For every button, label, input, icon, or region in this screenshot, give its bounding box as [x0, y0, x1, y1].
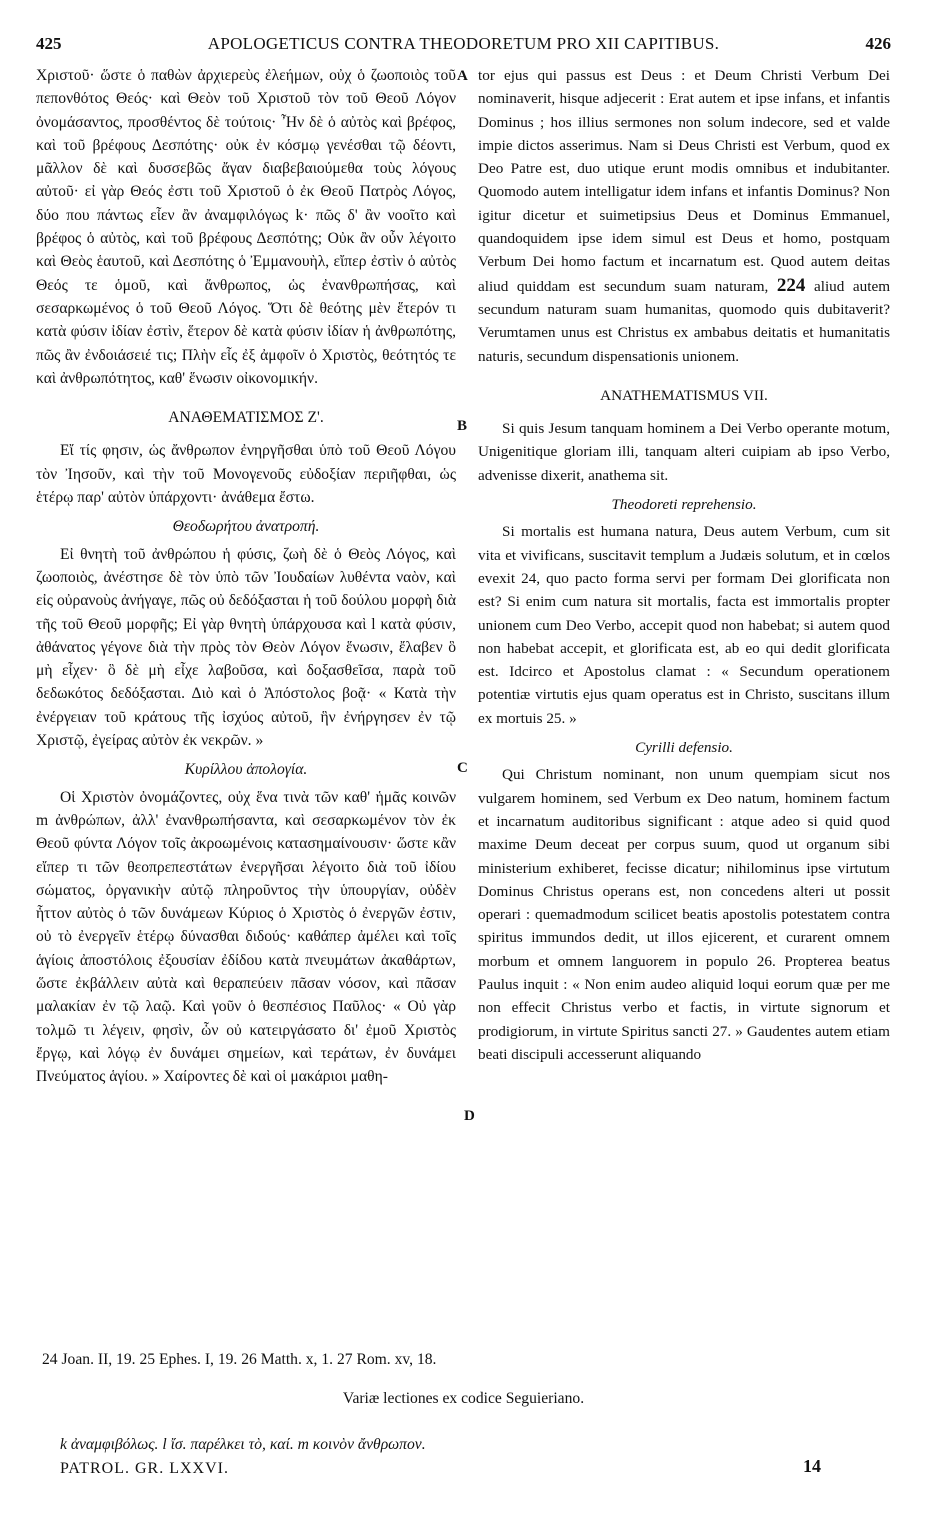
variant-readings: k ἀναμφιβόλως. l ἴσ. παρέλκει τὸ, καί. m κοινὸν ἄνθρωπον.: [60, 1436, 426, 1453]
greek-subheading-cyril: Κυρίλλου ἀπολογία.: [184, 761, 308, 779]
greek-paragraph-1: Χριστοῦ· ὥστε ὁ παθὼν ἀρχιερεὺς ἐλεήμων, οὐχ ὁ ζωοποιὸς τοῦ πεπονθότος Θεός· καὶ Θεὸν τοῦ Χριστοῦ τὸν τοῦ Θεοῦ Λόγον ὀνομάσαντος, προσθέντος δὲ τούτοις· Ἦν δὲ ὁ αὐτὸς καὶ βρέφος, καὶ τοῦ βρέφους Δεσπότης· οὐκ ἐν κόσμῳ γενέσθαι τῷ δέοντι, μᾶλλον δὲ καὶ δυσσεβῶς ἄγαν διαβεβαιούμεθα τοὺς λόγους αὐτοῦ· εἰ γὰρ Θεός ἐστι τοῦ Χριστοῦ ὁ ἐκ Θεοῦ Πατρὸς Λόγος, δύο που πάντως εἶεν ἂν ἀναμφιλόγως k· πῶς δ' ἂν νοοῖτο καὶ βρέφος ὁ αὐτὸς, καὶ τοῦ βρέφους Δεσπότης; Οὐκ ἂν οὖν λέγοιτο καὶ Θεὸς ἑαυτοῦ, καὶ Δεσπότης ὁ Ἐμμανουὴλ, εἴπερ ἐστὶν ὁ αὐτὸς Θεός τε ὁμοῦ, καὶ ἄνθρωπος, ὡς ἐνανθρωπήσας, καὶ σεσαρκωμένος ὁ τοῦ Θεοῦ Λόγος. Ὅτι δὲ θεότης μὲν ἕτερόν τι κατὰ φύσιν ἰδίαν ἐστὶν, ἕτερον δὲ κατὰ φύσιν ἰδίαν ἡ ἀνθρωπότης, πῶς ἂν ἐνδοιάσειέ τις; Πλὴν εἷς ἐξ ἀμφοῖν ὁ Χριστὸς, θεότητός τε καὶ ἀνθρωπότητος, καθ' ἕνωσιν οἰκονομικήν.: [36, 67, 456, 387]
latin-anathema-heading: ANATHEMATISMUS VII.: [600, 386, 768, 404]
latin-anathema-text: Si quis Jesum tanquam hominem a Dei Verbo operante motum, Unigenitique gloriam illi, tanquam alteri cuipiam ab ipso Verbo, advenisse dixerit, anathema sit.: [478, 420, 890, 484]
margin-letter-b: B: [457, 418, 468, 434]
patrologia-signature: PATROL. GR. LXXVI.: [60, 1460, 229, 1477]
footnotes: 24 Joan. II, 19. 25 Ephes. I, 19. 26 Matth. x, 1. 27 Rom. xv, 18.: [42, 1351, 437, 1368]
latin-subheading-theodoret: Theodoreti reprehensio.: [611, 496, 757, 514]
latin-subheading-cyril: Cyrilli defensio.: [635, 739, 733, 757]
greek-subheading-theodoret: Θεοδωρήτου ἀνατροπή.: [172, 518, 320, 536]
running-title: APOLOGETICUS CONTRA THEODORETUM PRO XII CAPITIBUS.: [207, 34, 720, 53]
gathering-number: 14: [803, 1456, 821, 1476]
page-number-left: 425: [36, 34, 62, 53]
greek-column: [36, 64, 456, 1088]
margin-letter-d: D: [464, 1108, 475, 1124]
greek-anathema-heading: ΑΝΑΘΕΜΑΤΙΣΜΟΣ Ζ'.: [168, 409, 324, 427]
margin-letter-a: A: [457, 68, 468, 84]
running-header: [36, 34, 891, 58]
latin-paragraph-1b: aliud autem secundum naturam suam humanitas, quomodo quis dubitaverit? Verumtamen unus est Christus ex ambabus deitatis et humanitatis naturis, secundum dispensationis unionem.: [478, 277, 891, 365]
column-number: 224: [776, 274, 806, 296]
margin-letter-c: C: [457, 760, 468, 776]
latin-column: [478, 64, 890, 1066]
latin-paragraph-theodoret: Si mortalis est humana natura, Deus autem Verbum, cum sit vita et vivificans, suscitavit templum a Judæis solutum, et in cœlos evexit 24, quo pacto forma servi per formam Dei glorificata non est? Si enim cum natura sit mortalis, facta est immortalis propter unionem cum Deo Verbo, accepit quod non habebat; si autem quod non habebat accepit, et glorificata est, ab eo qui dedit glorificata est. Idcirco et Apostolus clamat : « Secundum operationem potentiæ virtutis ejus quam operatus est in Christo, suscitans illum ex mortuis 25. »: [478, 523, 890, 727]
latin-paragraph-cyril: Qui Christum nominant, non unum quempiam sicut nos vulgarem hominem, sed Verbum ex Deo natum, hominem factum et incarnatum auditoribus significant : atque adeo si quid quod maxime Deum deceat per corpus suum, quod ut organum sibi ministerium exhiberet, fecisse dicatur; nihilominus ipse virtutum Dominus Christus operans est, non concedens alteri ut possit operari : quemadmodum scilicet beatis apostolis potestatem contra spiritus immundos dedit, ut illos ejicerent, et curarent omnem morbum et omnem languorem in populo 26. Propterea beatus Paulus inquit : « Non enim audeo aliquid loqui eorum quæ per me non effecit Christus verbo et factis, in virtute signorum et prodigiorum, in virtute Spiritus sancti 27. » Gaudentes autem etiam beati discipuli accesserunt aliquando: [478, 766, 890, 1063]
variant-readings-title: Variæ lectiones ex codice Seguieriano.: [342, 1390, 585, 1407]
latin-paragraph-1: [478, 64, 890, 368]
greek-anathema-text: Εἴ τίς φησιν, ὡς ἄνθρωπον ἐνηργῆσθαι ὑπὸ τοῦ Θεοῦ Λόγου τὸν Ἰησοῦν, καὶ τὴν τοῦ Μονογενοῦς εὐδοξίαν περιῆφθαι, ὡς ἑτέρῳ παρ' αὐτὸν ὑπάρχοντι· ἀνάθεμα ἔστω.: [36, 442, 456, 507]
latin-paragraph-1a: tor ejus qui passus est Deus : et Deum Christi Verbum Dei nominaverit, hisque adjecerit : Erat autem et ipse infans, et infantis Dominus ; hos illius sermones non solum indecore, sed et valde impie dictos asserimus. Nam si Deus Christi est Verbum, quod ex Deo Patre est, duo utique erunt modis omnibus et indubitanter. Quomodo autem intelligatur idem infans et infantis Dominus? Non igitur dicetur et suimetipsius Deus et Dominus Emmanuel, quandoquidem ipse idem simul est Deus et homo, postquam Verbum Dei homo factum et incarnatum est. Quod autem deitas aliud quiddam est secundum suam naturam,: [478, 67, 890, 295]
page-number-right: 426: [865, 34, 891, 53]
greek-paragraph-theodoret: Εἰ θνητὴ τοῦ ἀνθρώπου ἡ φύσις, ζωὴ δὲ ὁ Θεὸς Λόγος, καὶ ζωοποιὸς, ἀνέστησε δὲ τὸν ὑπὸ τῶν Ἰουδαίων λυθέντα ναὸν, καὶ εἰς οὐρανοὺς ἀνήγαγε, πῶς οὐ δεδόξασται ἡ τοῦ δούλου μορφὴ διὰ τῆς τοῦ Θεοῦ μορφῆς; Εἰ γὰρ θνητὴ ὑπάρχουσα καὶ l κατὰ φύσιν, ἀθάνατος γέγονε διὰ τὴν πρὸς τὸν Θεὸν Λόγον ἕνωσιν, ἔλαβεν ὃ μὴ εἶχεν· ὃ δὲ μὴ εἶχε λαβοῦσα, καὶ δοξασθεῖσα, παρὰ τοῦ δεδωκότος δεδόξασται. Διὸ καὶ ὁ Ἀπόστολος βοᾷ· « Κατὰ τὴν ἐνέργειαν τοῦ κράτους τῆς ἰσχύος αὐτοῦ, ἣν ἐνήργησεν ἐν τῷ Χριστῷ, ἐγείρας αὐτὸν ἐκ νεκρῶν. »: [36, 545, 456, 750]
greek-paragraph-cyril: Οἱ Χριστὸν ὀνομάζοντες, οὐχ ἕνα τινὰ τῶν καθ' ἡμᾶς κοινῶν m ἀνθρώπων, ἀλλ' ἐνανθρωπήσαντα, καὶ σεσαρκωμένον τὸν ἐκ Θεοῦ φύντα Λόγον τοῖς ἀκροωμένοις κατασημαίνουσιν· ὥστε κἂν εἴπερ τι τῶν θεοπρεπεστάτων ἐνεργῆσαι λέγοιτο διὰ τοῦ ἰδίου σώματος, ὀργανικὴν αὐτῷ πληροῦντος τὴν ὑπουργίαν, οὐδὲν ἧττον αὐτὸς ὁ τῶν δυνάμεων Κύριος ὁ Χριστὸς ὁ ἐνεργῶν ἐστιν, οὐ τὸ ἐνεργεῖν ἑτέρῳ δύνασθαι διδούς· καθάπερ ἀμέλει καὶ τοῖς ἁγίοις ἀποστόλοις ἐξουσίαν ἐδίδου κατὰ πνευμάτων ἀκαθάρτων, ὥστε ἐκβάλλειν αὐτὰ καὶ θεραπεύειν πᾶσαν νόσον, καὶ πᾶσαν μαλακίαν ἐν τῷ λαῷ. Καὶ γοῦν ὁ θεσπέσιος Παῦλος· « Οὐ γὰρ τολμῶ τι λέγειν, φησὶν, ὧν οὐ κατειργάσατο δι' ἐμοῦ Χριστὸς ἔργῳ, καὶ λόγῳ ἐν δυνάμει σημείων, καὶ τεράτων, ἐν δυνάμει Πνεύματος ἁγίου. » Χαίροντες δὲ καὶ οἱ μακάριοι μαθη-: [36, 788, 456, 1086]
